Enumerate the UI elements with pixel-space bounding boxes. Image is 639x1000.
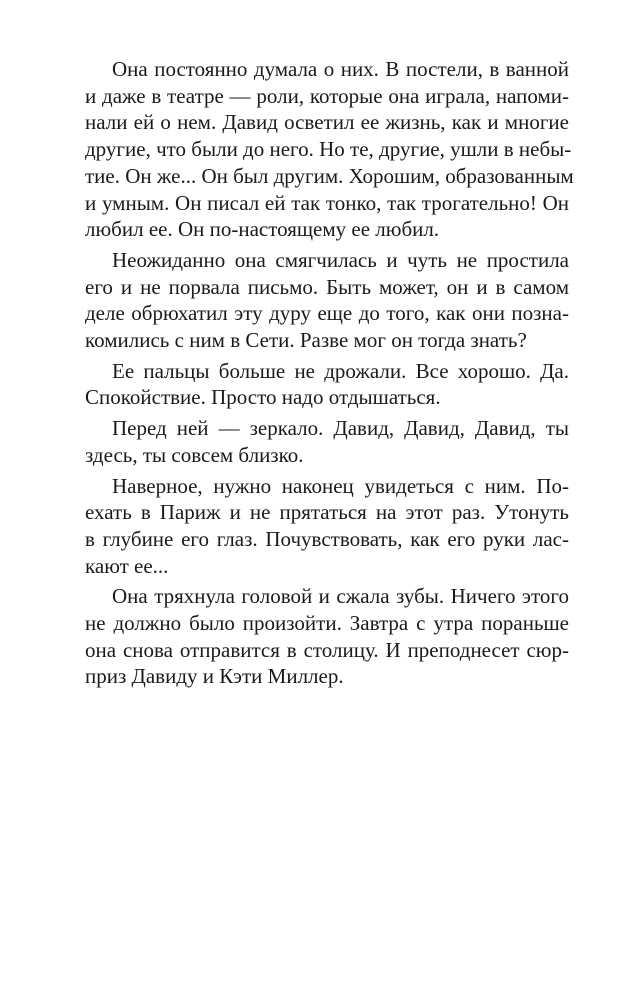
text-line: приз Давиду и Кэти Миллер. (85, 664, 344, 689)
paragraph (85, 358, 569, 411)
text-line: она снова отправится в столицу. И преподнесет сюр- (85, 637, 569, 662)
text-line: Она тряхнула головой и сжала зубы. Ничего этого (112, 584, 569, 609)
text-line: ехать в Париж и не прятаться на этот раз. Утонуть (85, 500, 569, 525)
text-line: его и не порвала письмо. Быть может, он и в самом (85, 274, 569, 299)
text-line: Спокойствие. Просто надо отдышаться. (85, 385, 441, 410)
text-line: и даже в театре — роли, которые она играла, напоми- (85, 83, 569, 108)
paragraph (85, 473, 569, 580)
text-line: нали ей о нем. Давид осветил ее жизнь, как и многие (85, 110, 569, 135)
text-line: Она постоянно думала о них. В постели, в ванной (112, 57, 569, 81)
text-line: здесь, ты совсем близко. (85, 442, 304, 467)
text-line: кают ее... (85, 553, 169, 578)
page-text (85, 56, 574, 694)
text-line: не должно было произойти. Завтра с утра пораньше (85, 611, 569, 636)
text-line: в глубине его глаз. Почувствовать, как его руки лас- (85, 526, 569, 551)
text-line: Наверное, нужно наконец увидеться с ним. По- (112, 473, 569, 498)
paragraph (85, 56, 574, 243)
text-line: Неожиданно она смягчилась и чуть не простила (112, 247, 569, 272)
text-line: Перед ней — зеркало. Давид, Давид, Давид, ты (112, 416, 569, 441)
text-line: любил ее. Он по-настоящему ее любил. (85, 217, 440, 242)
text-line: и умным. Он писал ей так тонко, так трогательно! Он (85, 190, 569, 215)
paragraph (85, 415, 569, 468)
text-line: деле обрюхатил эту дуру еще до того, как они позна- (85, 301, 569, 326)
text-line: комились с ним в Сети. Разве мог он тогда знать? (85, 328, 527, 353)
text-line: Ее пальцы больше не дрожали. Все хорошо. Да. (112, 358, 569, 383)
paragraph (85, 583, 569, 690)
text-line: другие, что были до него. Но те, другие, ушли в небы- (85, 137, 572, 162)
text-line: тие. Он же... Он был другим. Хорошим, образованным (85, 163, 574, 188)
paragraph (85, 247, 569, 354)
